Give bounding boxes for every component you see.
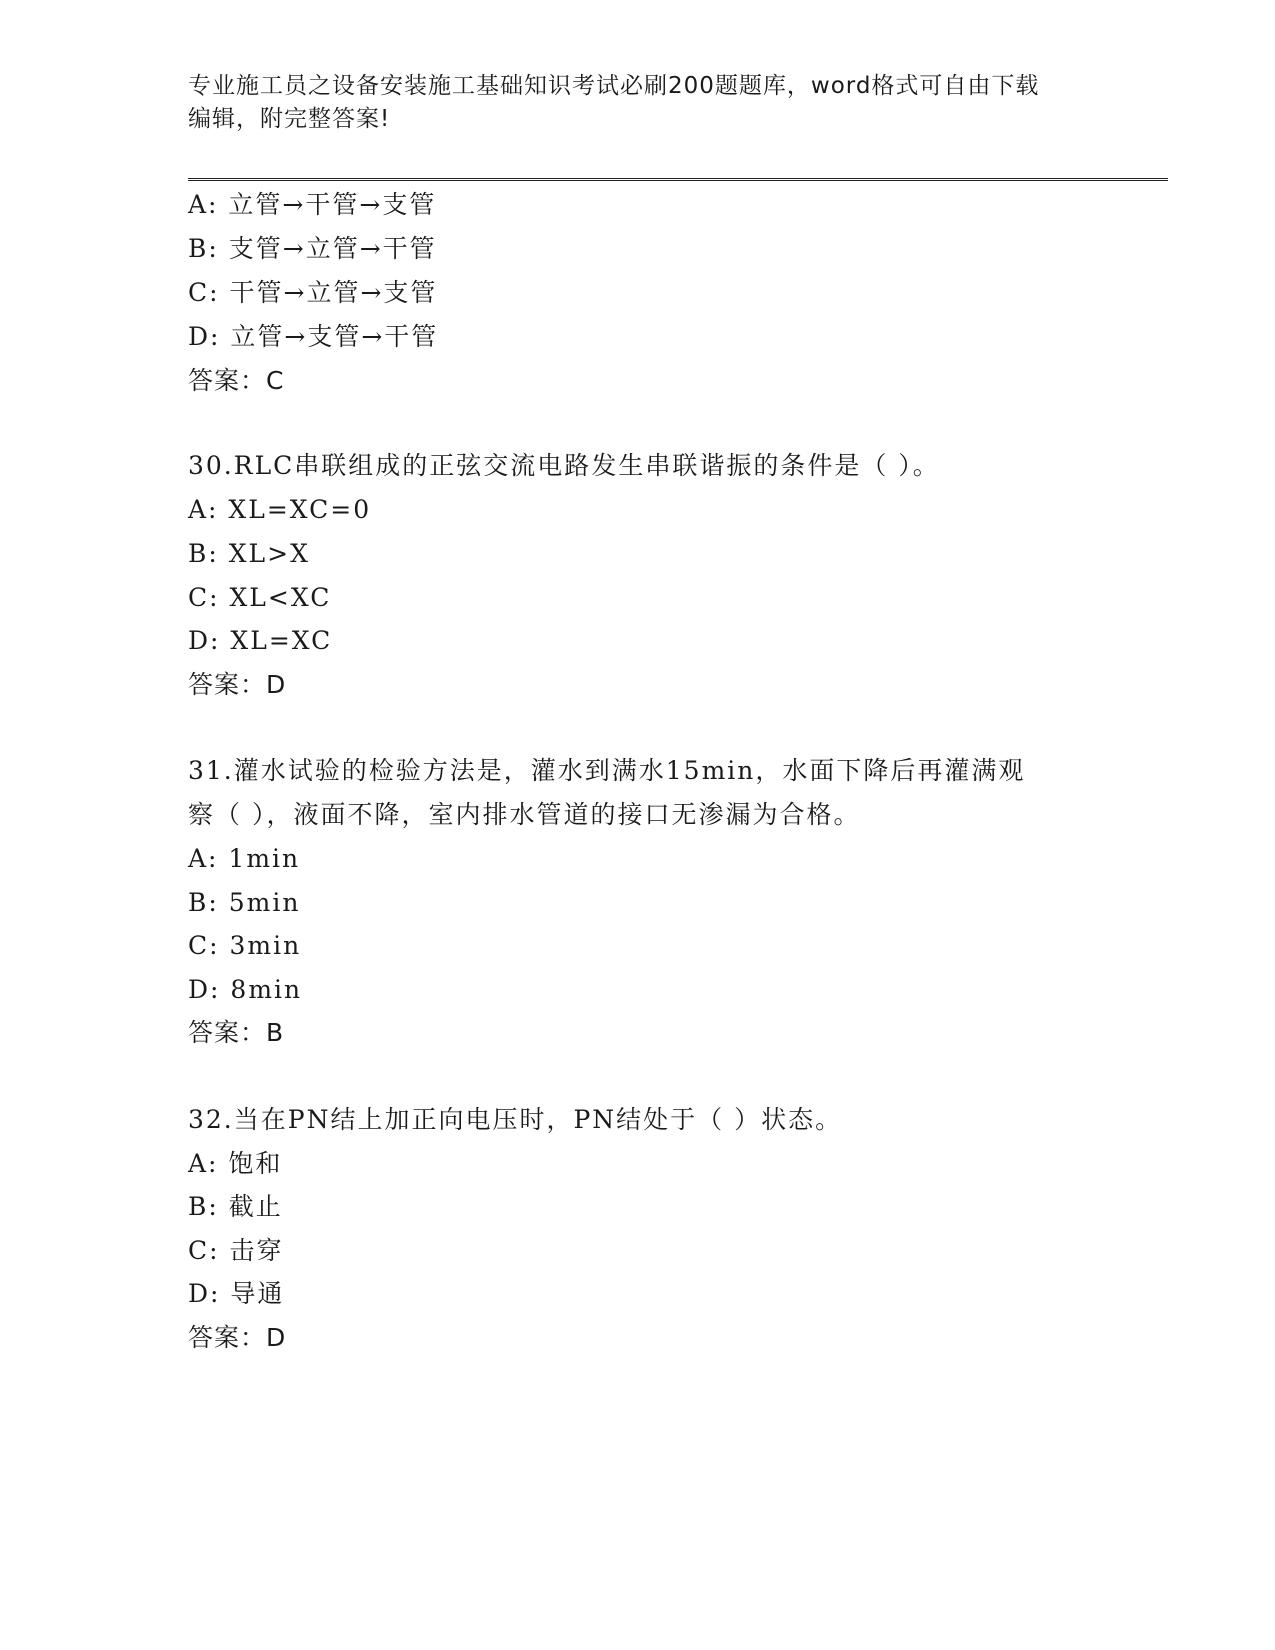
q32-question: 32.当在PN结上加正向电压时，PN结处于（ ）状态。: [188, 1105, 843, 1134]
document-header: [188, 70, 1088, 136]
q29-option-d: D: 立管→支管→干管: [188, 322, 439, 351]
q31-option-b: B: 5min: [188, 888, 301, 917]
q31-option-d: D: 8min: [188, 975, 303, 1004]
q31-option-a: A: 1min: [188, 844, 301, 873]
q30-option-a: A: XL=XC=0: [188, 495, 372, 524]
q29-answer: 答案：C: [188, 366, 285, 395]
q32-option-d: D: 导通: [188, 1279, 285, 1308]
q29-option-a: A: 立管→干管→支管: [188, 190, 437, 219]
q32-option-c: C: 击穿: [188, 1236, 284, 1265]
header-title-line-1: 专业施工员之设备安装施工基础知识考试必刷200题题库，word格式可自由下载: [188, 73, 1040, 99]
q31-answer: 答案：B: [188, 1018, 285, 1047]
header-title-line-2: 编辑，附完整答案!: [188, 106, 391, 132]
q30-option-c: C: XL<XC: [188, 583, 332, 612]
q32-option-a: A: 饱和: [188, 1149, 283, 1178]
q29-option-c: C: 干管→立管→支管: [188, 278, 438, 307]
q31-question-line-2: 察（ ），液面不降，室内排水管道的接口无渗漏为合格。: [188, 800, 861, 829]
q30-answer: 答案：D: [188, 670, 287, 699]
q31-question-line-1: 31.灌水试验的检验方法是，灌水到满水15min，水面下降后再灌满观: [188, 756, 1026, 785]
q29-option-b: B: 支管→立管→干管: [188, 234, 437, 263]
q30-question: 30.RLC串联组成的正弦交流电路发生串联谐振的条件是（ ）。: [188, 451, 940, 480]
q32-answer: 答案：D: [188, 1323, 287, 1352]
q31-option-c: C: 3min: [188, 931, 302, 960]
q32-option-b: B: 截止: [188, 1192, 283, 1221]
header-divider: [188, 178, 1168, 181]
q30-option-b: B: XL>X: [188, 539, 310, 568]
q30-option-d: D: XL=XC: [188, 626, 333, 655]
